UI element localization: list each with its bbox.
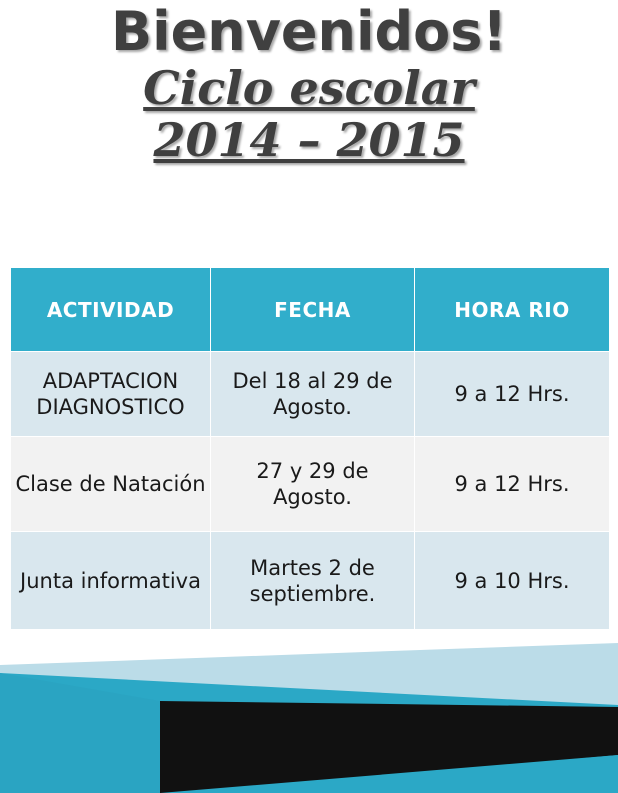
cell-fecha: Martes 2 de septiembre. bbox=[211, 532, 415, 630]
title-block bbox=[0, 0, 618, 166]
schedule-table-container bbox=[10, 267, 609, 630]
page-title: Bienvenidos! bbox=[110, 0, 508, 63]
table-row bbox=[11, 352, 610, 437]
table-row bbox=[11, 437, 610, 532]
column-header-hora: HORA RIO bbox=[415, 268, 610, 352]
page-subtitle: Ciclo escolar bbox=[143, 61, 475, 115]
table-header-row bbox=[11, 268, 610, 352]
cell-actividad: ADAPTACION DIAGNOSTICO bbox=[11, 352, 211, 437]
column-header-fecha: FECHA bbox=[211, 268, 415, 352]
schedule-table bbox=[10, 267, 610, 630]
page-subtitle-years: 2014 – 2015 bbox=[153, 113, 465, 167]
cell-hora: 9 a 12 Hrs. bbox=[415, 437, 610, 532]
decorative-footer-graphic bbox=[0, 643, 618, 793]
table-row bbox=[11, 532, 610, 630]
cell-actividad: Junta informativa bbox=[11, 532, 211, 630]
column-header-actividad: ACTIVIDAD bbox=[11, 268, 211, 352]
cell-hora: 9 a 10 Hrs. bbox=[415, 532, 610, 630]
cell-actividad: Clase de Natación bbox=[11, 437, 211, 532]
cell-fecha: 27 y 29 de Agosto. bbox=[211, 437, 415, 532]
cell-fecha: Del 18 al 29 de Agosto. bbox=[211, 352, 415, 437]
cell-hora: 9 a 12 Hrs. bbox=[415, 352, 610, 437]
